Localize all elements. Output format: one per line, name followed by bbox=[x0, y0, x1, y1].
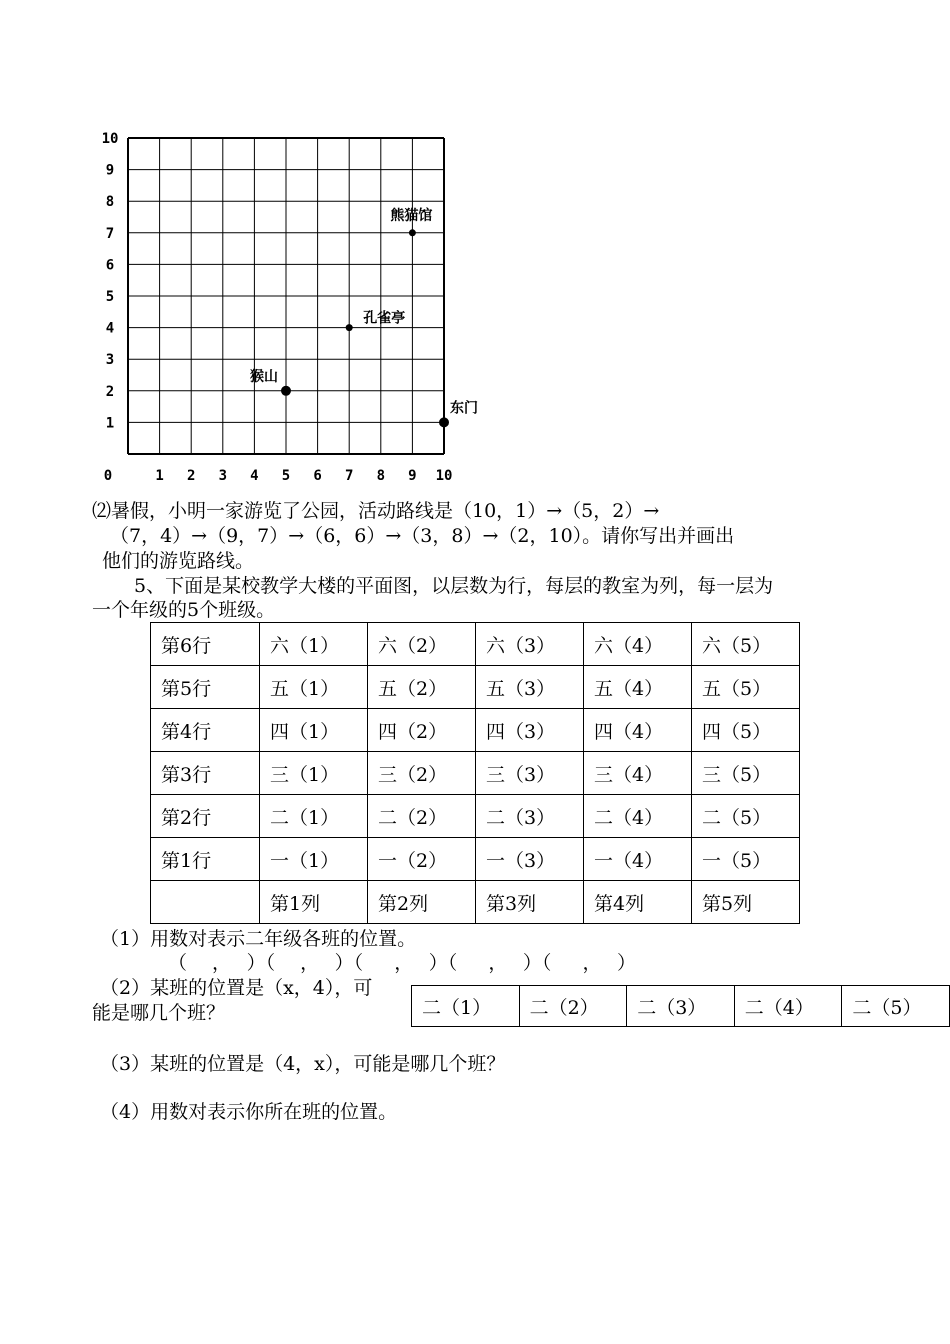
row-header: 第2行 bbox=[151, 795, 260, 838]
classroom-cell: 二（5） bbox=[692, 795, 800, 838]
column-header bbox=[151, 881, 260, 924]
point-label: 猴山 bbox=[250, 368, 278, 385]
x-tick-label: 4 bbox=[250, 468, 259, 484]
building-table bbox=[150, 622, 800, 924]
classroom-cell: 二（1） bbox=[260, 795, 368, 838]
x-tick-label: 5 bbox=[281, 468, 291, 484]
choice-cell: 二（4） bbox=[734, 986, 842, 1027]
classroom-cell: 四（4） bbox=[584, 709, 692, 752]
x-tick-label: 1 bbox=[155, 468, 164, 484]
row-header: 第4行 bbox=[151, 709, 260, 752]
classroom-cell: 一（2） bbox=[368, 838, 476, 881]
classroom-cell: 四（5） bbox=[692, 709, 800, 752]
classroom-cell: 六（1） bbox=[260, 623, 368, 666]
table-row bbox=[151, 752, 800, 795]
q5-line-2: 一个年级的5个班级。 bbox=[92, 599, 276, 621]
classroom-cell: 六（5） bbox=[692, 623, 800, 666]
column-header: 第2列 bbox=[368, 881, 476, 924]
classroom-cell: 一（4） bbox=[584, 838, 692, 881]
classroom-cell: 三（1） bbox=[260, 752, 368, 795]
y-tick-label: 1 bbox=[105, 415, 115, 432]
x-tick-label: 6 bbox=[313, 468, 322, 484]
choice-cell: 二（3） bbox=[627, 986, 735, 1027]
point-label: 孔雀亭 bbox=[363, 310, 406, 327]
classroom-cell: 五（1） bbox=[260, 666, 368, 709]
classroom-cell: 五（3） bbox=[476, 666, 584, 709]
classroom-cell: 三（4） bbox=[584, 752, 692, 795]
x-tick-label: 3 bbox=[218, 468, 228, 484]
table-row bbox=[151, 666, 800, 709]
x-tick-label: 10 bbox=[435, 468, 453, 484]
x-tick-label: 8 bbox=[376, 468, 386, 484]
choice-cell: 二（1） bbox=[412, 986, 520, 1027]
classroom-cell: 五（2） bbox=[368, 666, 476, 709]
y-tick-label: 10 bbox=[101, 131, 119, 147]
choices-table bbox=[411, 985, 950, 1027]
y-tick-label: 5 bbox=[105, 289, 115, 305]
classroom-cell: 六（3） bbox=[476, 623, 584, 666]
row-header: 第3行 bbox=[151, 752, 260, 795]
point-label: 熊猫馆 bbox=[390, 207, 433, 224]
q5-line-1: 5、下面是某校教学大楼的平面图，以层数为行，每层的教室为列，每一层为 bbox=[134, 575, 774, 597]
sub-question-2-line-2: 能是哪几个班？ bbox=[92, 1002, 226, 1024]
classroom-cell: 三（3） bbox=[476, 752, 584, 795]
sub-question-2-line-1: （2）某班的位置是（x，4），可 bbox=[100, 977, 373, 999]
row-header: 第1行 bbox=[151, 838, 260, 881]
classroom-cell: 二（3） bbox=[476, 795, 584, 838]
classroom-cell: 一（1） bbox=[260, 838, 368, 881]
x-tick-label: 9 bbox=[408, 468, 417, 484]
classroom-cell: 二（4） bbox=[584, 795, 692, 838]
column-header: 第4列 bbox=[584, 881, 692, 924]
classroom-cell: 五（5） bbox=[692, 666, 800, 709]
classroom-cell: 五（4） bbox=[584, 666, 692, 709]
classroom-cell: 一（3） bbox=[476, 838, 584, 881]
table-row bbox=[151, 623, 800, 666]
row-header: 第5行 bbox=[151, 666, 260, 709]
coordinate-grid bbox=[90, 125, 490, 490]
classroom-cell: 六（2） bbox=[368, 623, 476, 666]
y-tick-label: 2 bbox=[105, 383, 115, 400]
classroom-cell: 四（2） bbox=[368, 709, 476, 752]
point-marker bbox=[439, 417, 449, 427]
classroom-cell: 一（5） bbox=[692, 838, 800, 881]
column-header: 第1列 bbox=[260, 881, 368, 924]
sub-question-1: （1）用数对表示二年级各班的位置。 bbox=[100, 928, 417, 950]
q2-line-2: （7，4）→（9，7）→（6，6）→（3，8）→（2，10）。请你写出并画出 bbox=[110, 525, 735, 547]
table-row bbox=[151, 838, 800, 881]
x-tick-label: 2 bbox=[186, 468, 196, 484]
classroom-cell: 三（5） bbox=[692, 752, 800, 795]
y-tick-label: 8 bbox=[105, 194, 115, 211]
q2-line-3: 他们的游览路线。 bbox=[102, 550, 255, 572]
choice-cell: 二（2） bbox=[519, 986, 627, 1027]
classroom-cell: 四（1） bbox=[260, 709, 368, 752]
y-tick-label: 9 bbox=[105, 162, 115, 179]
answer-blanks[interactable]: （ ， ）（ ， ）（ ， ）（ ， ）（ ， ） bbox=[168, 952, 637, 974]
column-header: 第3列 bbox=[476, 881, 584, 924]
x-tick-label: 7 bbox=[344, 468, 354, 484]
point-marker bbox=[346, 324, 353, 331]
y-tick-label: 7 bbox=[105, 225, 115, 242]
classroom-cell: 六（4） bbox=[584, 623, 692, 666]
choices-row bbox=[412, 986, 950, 1027]
table-row bbox=[151, 795, 800, 838]
choice-cell: 二（5） bbox=[842, 986, 950, 1027]
classroom-cell: 三（2） bbox=[368, 752, 476, 795]
sub-question-4: （4）用数对表示你所在班的位置。 bbox=[100, 1101, 398, 1123]
column-header: 第5列 bbox=[692, 881, 800, 924]
point-marker bbox=[409, 229, 416, 236]
point-marker bbox=[281, 386, 291, 396]
q2-line-1: ⑵暑假，小明一家游览了公园，活动路线是（10，1）→（5，2）→ bbox=[92, 500, 660, 522]
x-tick-label: 0 bbox=[103, 468, 113, 484]
row-header: 第6行 bbox=[151, 623, 260, 666]
table-row bbox=[151, 709, 800, 752]
y-tick-label: 4 bbox=[105, 320, 115, 337]
y-tick-label: 6 bbox=[105, 257, 115, 274]
y-tick-label: 3 bbox=[105, 352, 115, 369]
sub-question-3: （3）某班的位置是（4，x），可能是哪几个班？ bbox=[100, 1053, 506, 1075]
classroom-cell: 二（2） bbox=[368, 795, 476, 838]
point-label: 东门 bbox=[450, 400, 478, 417]
column-header-row bbox=[151, 881, 800, 924]
classroom-cell: 四（3） bbox=[476, 709, 584, 752]
